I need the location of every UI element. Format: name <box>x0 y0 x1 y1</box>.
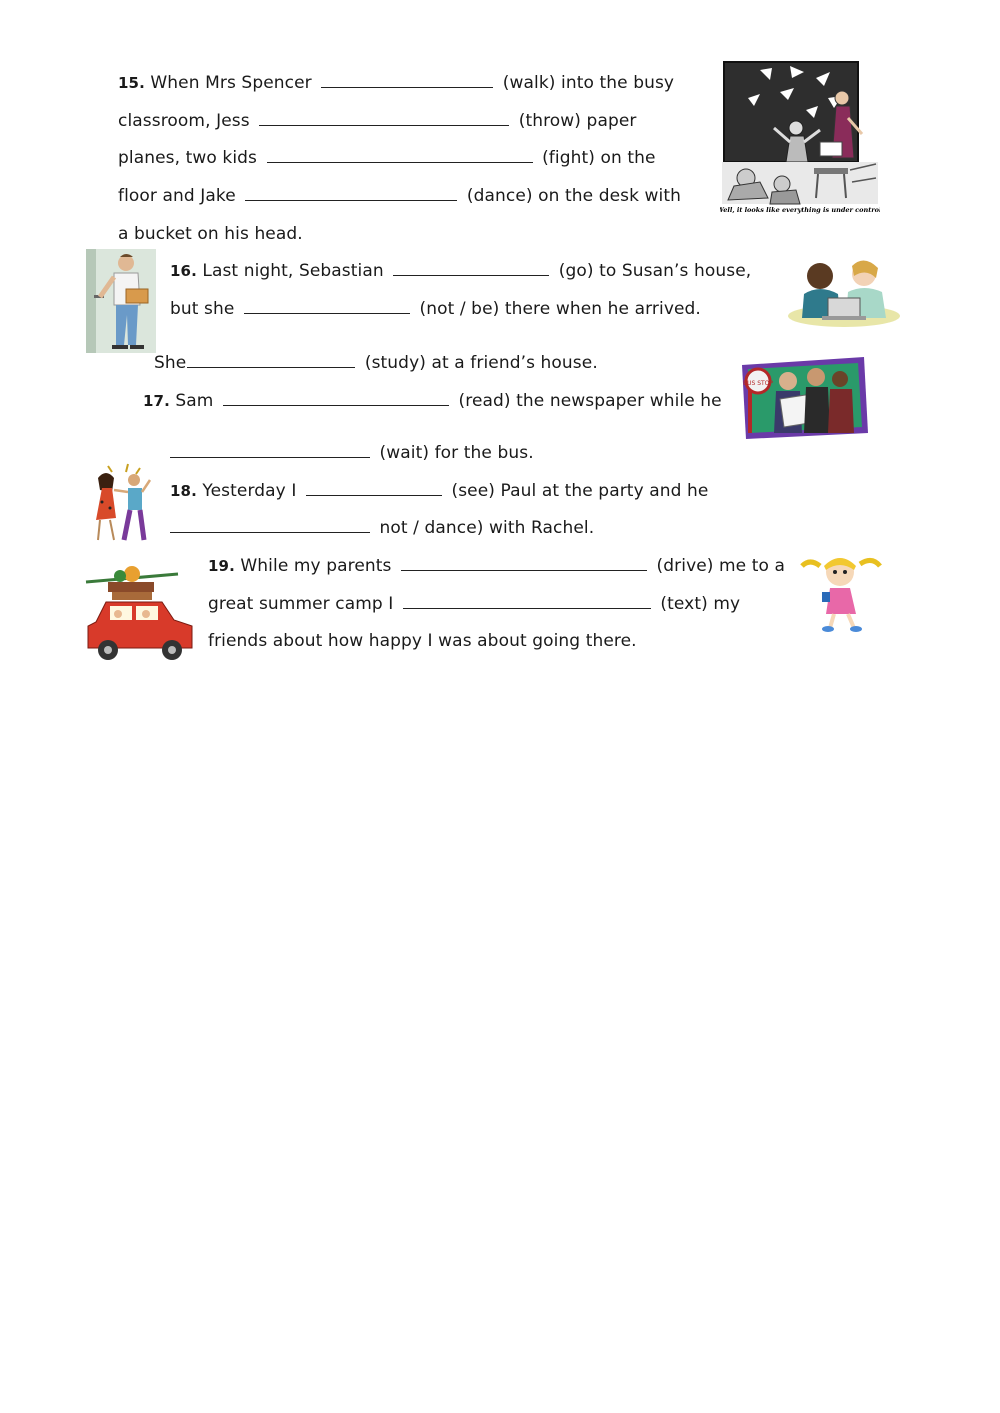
q18-blank-1[interactable] <box>306 481 442 496</box>
q15-blank-4[interactable] <box>245 186 457 201</box>
dancing-couple-picture <box>88 462 154 546</box>
q16-blank-2[interactable] <box>244 299 410 314</box>
q19-blank-2[interactable] <box>403 594 651 609</box>
q15-line-3 <box>118 147 656 169</box>
q15-blank-2[interactable] <box>259 111 509 126</box>
q16-blank-3[interactable] <box>187 353 355 368</box>
man-opening-door-picture <box>86 249 156 353</box>
classroom-cartoon-image <box>720 58 880 218</box>
q16-text-1b: (go) to Susan’s house, <box>558 261 752 281</box>
q15-blank-3[interactable] <box>267 148 533 163</box>
q15-line-5 <box>118 223 303 245</box>
q18-number: 18. <box>170 482 197 500</box>
bus-stop-sign: BUS STOP <box>742 380 774 387</box>
q19-blank-1[interactable] <box>401 556 647 571</box>
classroom-cartoon <box>720 58 880 218</box>
q15-text-1a: When Mrs Spencer <box>150 73 312 93</box>
q19-text-1a: While my parents <box>240 556 392 576</box>
q18-text-1a: Yesterday I <box>202 481 297 501</box>
q18-blank-2[interactable] <box>170 518 370 533</box>
bus-stop-image <box>740 355 870 441</box>
q15-text-1b: (walk) into the busy <box>502 73 675 93</box>
girl-texting-image <box>800 552 884 632</box>
q18-line-2 <box>170 517 594 539</box>
q15-line-2 <box>118 110 637 132</box>
q16-text-3a: She <box>154 353 187 373</box>
q19-line-3 <box>208 630 637 652</box>
q16-text-3b: (study) at a friend’s house. <box>364 353 598 373</box>
q15-line-4 <box>118 185 681 207</box>
q19-text-3: friends about how happy I was about going there. <box>208 631 637 651</box>
q15-number: 15. <box>118 74 145 92</box>
q18-text-1b: (see) Paul at the party and he <box>451 481 709 501</box>
q15-line-1 <box>118 72 674 94</box>
q19-number: 19. <box>208 557 235 575</box>
q15-text-3b: (fight) on the <box>542 148 656 168</box>
q19-text-2b: (text) my <box>660 594 741 614</box>
q17-text-1a: Sam <box>175 391 214 411</box>
q16-line-2 <box>170 298 701 320</box>
q16-text-2b: (not / be) there when he arrived. <box>419 299 701 319</box>
q19-text-1b: (drive) me to a <box>656 556 786 576</box>
dancing-couple-image <box>88 462 154 546</box>
q17-blank-2[interactable] <box>170 443 370 458</box>
q18-line-1 <box>170 480 708 502</box>
q15-text-4a: floor and Jake <box>118 186 236 206</box>
man-opening-door-image <box>86 249 156 353</box>
students-studying-image <box>786 254 902 328</box>
girl-texting-picture <box>800 552 884 632</box>
q16-line-3 <box>154 352 598 374</box>
q15-text-5: a bucket on his head. <box>118 224 303 244</box>
students-studying-picture <box>786 254 902 328</box>
q17-text-2b: (wait) for the bus. <box>379 443 534 463</box>
bus-stop-picture <box>740 355 870 441</box>
q15-text-2b: (throw) paper <box>518 111 637 131</box>
q17-text-1b: (read) the newspaper while he <box>458 391 722 411</box>
q17-blank-1[interactable] <box>223 391 449 406</box>
q15-blank-1[interactable] <box>321 73 493 88</box>
q19-text-2a: great summer camp I <box>208 594 394 614</box>
q19-line-1 <box>208 555 785 577</box>
q19-line-2 <box>208 593 740 615</box>
q17-line-2 <box>170 442 534 464</box>
q16-number: 16. <box>170 262 197 280</box>
q16-text-1a: Last night, Sebastian <box>202 261 384 281</box>
q16-blank-1[interactable] <box>393 261 549 276</box>
q17-number: 17. <box>143 392 170 410</box>
q17-line-1 <box>143 390 722 412</box>
q15-text-2a: classroom, Jess <box>118 111 250 131</box>
q15-text-3a: planes, two kids <box>118 148 258 168</box>
classroom-caption: “Well, it looks like everything is under control.” <box>720 206 880 214</box>
q15-text-4b: (dance) on the desk with <box>466 186 682 206</box>
q18-text-2b: not / dance) with Rachel. <box>379 518 595 538</box>
family-car-image <box>82 564 198 666</box>
q16-text-2a: but she <box>170 299 235 319</box>
family-car-picture <box>82 564 198 666</box>
q16-line-1 <box>170 260 751 282</box>
